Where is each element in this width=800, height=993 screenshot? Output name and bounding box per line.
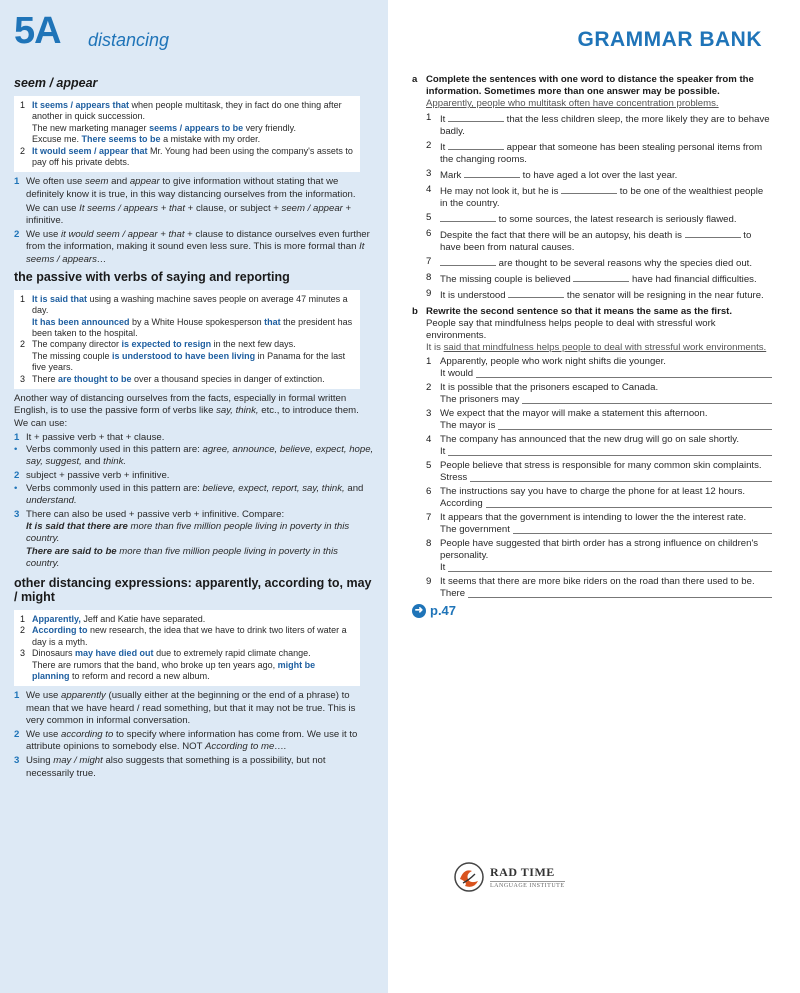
answer-blank[interactable] <box>561 184 617 194</box>
example-fragment: over a thousand species in danger of extinction. <box>131 373 325 384</box>
answer-blank[interactable] <box>440 212 496 222</box>
answer-blank[interactable] <box>476 368 772 378</box>
rewrite-answer-line <box>412 562 772 574</box>
rewrite-item <box>412 382 772 394</box>
rewrite-start: It <box>440 446 446 457</box>
pattern-row <box>14 483 374 507</box>
item-number: 9 <box>426 576 432 587</box>
note-term: seem / appear <box>281 202 343 214</box>
note-row <box>14 229 374 266</box>
notes-other-expressions <box>14 690 374 779</box>
answer-blank[interactable] <box>448 112 504 122</box>
example-fragment: There <box>32 373 59 384</box>
item-fragment: to have been from natural causes. <box>440 230 752 253</box>
task-b-items <box>412 356 772 600</box>
answer-blank[interactable] <box>522 394 772 404</box>
item-fragment: have had financial difficulties. <box>629 274 757 285</box>
highlight-phrase: According to <box>32 625 88 636</box>
highlight-phrase: It would seem / appear that <box>32 145 148 156</box>
example-row <box>20 317 354 340</box>
grammar-bank-title: GRAMMAR BANK <box>577 28 762 51</box>
note-fragment: We use <box>26 229 62 241</box>
pattern-row <box>14 470 374 482</box>
example-fragment: to reform and record a new album. <box>69 670 210 681</box>
item-fragment: to some sources, the latest research is seriously flawed. <box>496 214 737 225</box>
example-fragment: new research, the idea that we have to drink two liters of water a day is a myth. <box>32 625 347 647</box>
note-fragment: + clause to distance ourselves even further from the information, making it sound even less sure. This is more formal than <box>26 229 370 253</box>
exercise-item <box>412 112 772 138</box>
note-term: It seems / appears… <box>26 241 365 265</box>
example-fragment: There are rumors that the band, who broke up ten years ago, <box>32 659 278 670</box>
exercise-item <box>412 288 772 302</box>
item-text <box>440 288 772 302</box>
rewrite-item <box>412 434 772 446</box>
item-number: 1 <box>426 356 432 367</box>
note-fragment: to give information without stating that we definitely know it is true, in this way distancing ourselves from the information. <box>26 176 356 200</box>
exercise-item <box>412 140 772 166</box>
highlight-phrase: is understood to have been living <box>112 350 256 361</box>
pattern-row <box>14 444 374 468</box>
example-number: 3 <box>20 373 26 384</box>
item-number: 2 <box>426 140 432 151</box>
item-text <box>440 140 772 166</box>
answer-blank[interactable] <box>498 420 772 430</box>
item-number: 4 <box>426 184 432 195</box>
note-number: 1 <box>14 690 20 702</box>
answer-blank[interactable] <box>508 288 564 298</box>
pattern-fragment: There can also be used + passive verb + infinitive. Compare: <box>26 508 285 520</box>
highlight-phrase: may have died out <box>75 648 154 659</box>
pattern-verbs: understand. <box>26 494 77 506</box>
rewrite-original: It seems that there are more bike riders on the road than there used to be. <box>440 576 755 587</box>
left-panel <box>0 0 388 993</box>
section-title-passive: the passive with verbs of saying and reporting <box>14 269 290 284</box>
notes-seem-appear <box>14 176 374 265</box>
exercise-item <box>412 228 772 254</box>
item-fragment: The missing couple is believed <box>440 274 574 285</box>
example-text <box>32 134 354 145</box>
task-b-instruction: b Rewrite the second sentence so that it means the same as the first. <box>412 306 733 317</box>
example-fragment: by a White House spokesperson <box>129 316 265 327</box>
example-row <box>20 374 354 385</box>
rewrite-item <box>412 356 772 368</box>
rewrite-start: The mayor is <box>440 420 496 431</box>
note-row <box>14 729 374 753</box>
highlight-phrase: are thought to be <box>58 373 132 384</box>
note-term: seem <box>85 176 109 188</box>
note-fragment: We often use <box>26 176 86 188</box>
passive-patterns <box>14 432 374 521</box>
highlight-phrase: There seems to be <box>81 134 161 145</box>
answer-blank[interactable] <box>486 498 772 508</box>
rewrite-original: Apparently, people who work night shifts die younger. <box>440 356 666 367</box>
rewrite-start: It <box>440 562 446 573</box>
rewrite-start: It would <box>440 368 474 379</box>
compare-example-1: It is said that there are more than five million people living in poverty in this country. <box>26 521 350 545</box>
note-row <box>14 176 374 200</box>
rewrite-original: It appears that the government is intending to lower the the interest rate. <box>440 512 747 523</box>
example-number <box>20 317 32 340</box>
note-number: 2 <box>14 229 20 241</box>
item-text <box>440 112 772 138</box>
highlight-phrase: seems / appears to be <box>149 122 244 133</box>
rewrite-start: There <box>440 588 466 599</box>
task-a-items <box>412 112 772 302</box>
note-fragment: + infinitive. <box>26 202 352 227</box>
exercise-item <box>412 168 772 182</box>
example-number: 2 <box>20 339 26 350</box>
rewrite-answer-line <box>412 524 772 536</box>
example-fragment: in the next few days. <box>211 339 296 350</box>
item-number: 6 <box>426 228 432 239</box>
note-fragment: Using <box>26 755 54 767</box>
unit-title: distancing <box>88 30 170 50</box>
pattern-text <box>26 444 374 468</box>
pattern-verbs: believe, expect, report, say, think, <box>202 482 345 494</box>
example-fragment: a mistake with my order. <box>160 134 261 145</box>
example-fragment: due to extremely rapid climate change. <box>153 648 311 659</box>
item-text <box>440 168 772 182</box>
example-row <box>20 123 354 134</box>
example-fragment: Dinosaurs <box>32 648 76 659</box>
example-text <box>32 294 354 317</box>
item-fragment: are thought to be several reasons why the species died out. <box>496 258 752 269</box>
exercise-item <box>412 212 772 226</box>
pattern-fragment: and <box>81 456 104 468</box>
item-number: 1 <box>426 112 432 123</box>
item-text <box>440 212 772 226</box>
highlight-phrase: It seems / appears that <box>32 100 130 110</box>
rewrite-original: People believe that stress is responsible for many common skin complaints. <box>440 460 762 471</box>
example-row <box>20 614 354 625</box>
highlight-phrase: is expected to resign <box>121 339 212 350</box>
pattern-fragment: It + passive verb + that + clause. <box>26 431 165 443</box>
item-fragment: to be one of the wealthiest people in the country. <box>440 186 764 209</box>
rewrite-original: The company has announced that the new drug will go on sale shortly. <box>440 434 740 445</box>
rewrite-item <box>412 486 772 498</box>
rewrite-item <box>412 408 772 420</box>
answer-blank[interactable] <box>440 256 496 266</box>
example-number <box>20 351 32 374</box>
item-fragment: It <box>440 142 448 153</box>
rewrite-answer-line <box>412 420 772 432</box>
rewrite-answer-line <box>412 588 772 600</box>
example-text <box>32 648 354 659</box>
example-row <box>20 351 354 374</box>
note-number <box>14 203 26 227</box>
logo <box>454 862 565 892</box>
example-number: 2 <box>20 625 26 636</box>
item-text <box>440 184 772 210</box>
highlight-phrase: It has been announced <box>32 316 130 327</box>
rewrite-original: It is possible that the prisoners escaped to Canada. <box>440 382 659 393</box>
example-fragment: using a washing machine saves people on average 47 minutes a day. <box>32 293 348 316</box>
right-panel <box>388 0 800 993</box>
example-text <box>32 123 354 134</box>
examples-box-seem-appear <box>14 96 360 172</box>
example-fragment: The missing couple <box>32 350 113 361</box>
example-fragment: the president has been taken to the hospital. <box>32 316 353 339</box>
example-fragment: when people multitask, they in fact do one thing after another in quick succession. <box>32 100 342 122</box>
note-term: may / might <box>53 755 103 767</box>
item-fragment: Despite the fact that there will be an autopsy, his death is <box>440 230 685 241</box>
note-fragment: and <box>108 176 130 188</box>
examples-box-passive <box>14 290 360 389</box>
item-number: 8 <box>426 272 432 283</box>
unit-number: 5A <box>14 10 61 52</box>
example-text <box>32 146 354 169</box>
rewrite-item <box>412 576 772 588</box>
pattern-fragment: and <box>344 482 364 494</box>
example-row <box>20 648 354 659</box>
item-number: 4 <box>426 434 432 445</box>
item-fragment: to have aged a lot over the last year. <box>519 170 678 181</box>
note-number: 1 <box>14 176 20 188</box>
rewrite-start: The government <box>440 524 510 535</box>
example-fragment: The new marketing manager <box>32 122 150 133</box>
answer-blank[interactable] <box>573 272 629 282</box>
example-number: 1 <box>20 293 26 304</box>
page-link[interactable]: ➜ p.47 <box>412 604 772 618</box>
exercise-item <box>412 184 772 210</box>
item-number: 7 <box>426 256 432 267</box>
grammar-explanations <box>14 72 374 780</box>
note-fragment: to specify where information has come from. We use it to attribute opinions to somebody else. NOT <box>26 729 358 753</box>
note-text <box>26 690 374 727</box>
pattern-number: 3 <box>14 508 20 520</box>
example-text <box>32 351 354 374</box>
example-row <box>20 660 354 683</box>
item-number: 5 <box>426 460 432 471</box>
note-term: appear <box>129 176 160 188</box>
answer-blank[interactable] <box>448 446 772 456</box>
pattern-row <box>14 509 374 521</box>
rewrite-item <box>412 460 772 472</box>
pattern-text <box>26 509 374 521</box>
pattern-verbs: agree, announce, believe, expect, hope, say, suggest, <box>26 443 374 468</box>
note-fragment: (usually either at the beginning or the end of a phrase) to mean that we have heard / read something, but that it may not be true. This is very common in informal conversation. <box>26 690 356 726</box>
highlight-phrase: might be planning <box>32 659 316 681</box>
rewrite-answer-line <box>412 446 772 458</box>
note-fragment: We can use <box>26 202 80 214</box>
exercise-item <box>412 272 772 286</box>
item-number: 2 <box>426 382 432 393</box>
example-text <box>32 317 354 340</box>
note-row <box>14 755 374 779</box>
pattern-text <box>26 483 374 507</box>
rewrite-answer-line <box>412 368 772 380</box>
item-number: 5 <box>426 212 432 223</box>
note-text <box>26 229 374 266</box>
rewrite-answer-line <box>412 394 772 406</box>
rewrite-start: Stress <box>440 472 468 483</box>
pattern-fragment: subject + passive verb + infinitive. <box>26 470 170 482</box>
item-fragment: appear that someone has been stealing personal items from the changing rooms. <box>440 142 763 165</box>
note-text <box>26 176 374 200</box>
example-row <box>20 625 354 648</box>
logo-emblem-icon <box>454 862 484 892</box>
passive-intro: Another way of distancing ourselves from the facts, especially in formal written English, is to use the passive form of verbs like say, think, etc., to introduce them. We can use: <box>14 393 359 429</box>
pattern-number: 2 <box>14 470 20 482</box>
item-fragment: He may not look it, but he is <box>440 186 562 197</box>
bullet-icon: • <box>14 443 18 455</box>
item-number: 9 <box>426 288 432 299</box>
highlight-phrase: Apparently, <box>32 613 81 624</box>
example-row <box>20 146 354 169</box>
logo-name: RAD TIME <box>490 865 555 879</box>
item-text <box>440 228 772 254</box>
answer-blank[interactable] <box>513 524 772 534</box>
rewrite-answer-line <box>412 472 772 484</box>
exercise-item <box>412 256 772 270</box>
item-number: 3 <box>426 168 432 179</box>
note-number: 2 <box>14 729 20 740</box>
task-b-example-answer: It is said that mindfulness helps people to deal with stressful work environments. <box>426 342 767 353</box>
note-fragment: We use <box>26 729 62 740</box>
item-number: 6 <box>426 486 432 497</box>
arrow-icon: ➜ <box>412 604 426 618</box>
example-number <box>20 123 32 134</box>
note-text <box>26 729 374 753</box>
note-term: according to <box>61 729 114 740</box>
note-text <box>26 755 374 779</box>
example-text <box>32 100 354 123</box>
note-fragment: We use <box>26 690 62 702</box>
answer-blank[interactable] <box>448 562 772 572</box>
answer-blank[interactable] <box>470 472 772 482</box>
example-row <box>20 134 354 145</box>
item-fragment: that the less children sleep, the more likely they are to behave badly. <box>440 114 770 137</box>
note-term: According to me…. <box>205 741 287 753</box>
example-fragment: Excuse me. <box>32 134 82 145</box>
item-number: 8 <box>426 538 432 549</box>
item-number: 3 <box>426 408 432 419</box>
item-text <box>440 272 772 286</box>
answer-blank[interactable] <box>448 140 504 150</box>
exercises <box>412 74 772 618</box>
item-fragment: It is understood <box>440 290 509 301</box>
example-text <box>32 660 354 683</box>
note-term: it would seem / appear + that <box>61 229 185 241</box>
item-fragment: the senator will be resigning in the near future. <box>564 290 764 301</box>
note-text <box>26 203 374 227</box>
example-number: 2 <box>20 145 26 156</box>
example-text <box>32 625 354 648</box>
note-fragment: also suggests that something is a possibility, but not necessarily true. <box>26 755 326 779</box>
highlight-phrase: It is said that <box>32 293 88 304</box>
rewrite-original: People have suggested that birth order has a strong influence on children's personality. <box>440 538 759 561</box>
pattern-text <box>26 470 374 482</box>
note-number: 3 <box>14 755 20 767</box>
rewrite-original: We expect that the mayor will make a statement this afternoon. <box>440 408 708 419</box>
example-row <box>20 339 354 350</box>
task-a-example: Apparently, people who multitask often have concentration problems. <box>426 98 719 109</box>
note-fragment: + clause, or subject + <box>185 202 282 214</box>
rewrite-item <box>412 538 772 562</box>
item-fragment: It <box>440 114 448 125</box>
section-title-other-expressions: other distancing expressions: apparently, according to, may / might <box>14 575 372 604</box>
example-number: 1 <box>20 613 26 624</box>
example-fragment: The company director <box>32 339 122 350</box>
highlight-phrase: that <box>264 316 281 327</box>
rewrite-start: According <box>440 498 483 509</box>
example-fragment: very friendly. <box>243 122 296 133</box>
example-text <box>32 374 354 385</box>
answer-blank[interactable] <box>685 228 741 238</box>
example-fragment: Jeff and Katie have separated. <box>80 613 206 624</box>
bullet-icon: • <box>14 482 18 494</box>
rewrite-answer-line <box>412 498 772 510</box>
pattern-fragment: Verbs commonly used in this pattern are: <box>26 443 203 455</box>
example-number <box>20 660 32 683</box>
example-fragment: in Panama for the last five years. <box>32 350 346 373</box>
section-title-seem-appear: seem / appear <box>14 76 98 90</box>
example-number: 1 <box>20 100 26 110</box>
task-a-instruction: a Complete the sentences with one word to distance the speaker from the information. Sometimes more than one answer may be possible. <box>412 74 754 97</box>
answer-blank[interactable] <box>464 168 520 178</box>
rewrite-start: The prisoners may <box>440 394 520 405</box>
example-text <box>32 614 354 625</box>
answer-blank[interactable] <box>468 588 772 598</box>
example-row <box>20 100 354 123</box>
pattern-row <box>14 432 374 444</box>
example-text <box>32 339 354 350</box>
logo-subtitle: LANGUAGE INSTITUTE <box>490 883 565 889</box>
pattern-fragment: Verbs commonly used in this pattern are: <box>26 482 203 494</box>
note-row <box>14 690 374 727</box>
pattern-text <box>26 432 374 444</box>
pattern-number: 1 <box>14 431 20 443</box>
task-b-example-original: People say that mindfulness helps people to deal with stressful work environments. <box>426 318 716 341</box>
item-text <box>440 256 772 270</box>
example-fragment: Mr. Young had been using the company's assets to pay off his private debts. <box>32 145 353 168</box>
note-term: apparently <box>61 690 106 702</box>
compare-example-2: There are said to be more than five million people living in poverty in this country. <box>26 545 338 569</box>
example-number <box>20 134 32 145</box>
item-fragment: Mark <box>440 170 464 181</box>
example-row <box>20 294 354 317</box>
examples-box-other-expressions <box>14 610 360 686</box>
rewrite-item <box>412 512 772 524</box>
note-term: It seems / appears + that <box>79 202 186 214</box>
rewrite-original: The instructions say you have to charge the phone for at least 12 hours. <box>440 486 746 497</box>
pattern-verbs: think. <box>103 456 127 468</box>
note-row <box>14 203 374 227</box>
example-number: 3 <box>20 648 26 659</box>
item-number: 7 <box>426 512 432 523</box>
